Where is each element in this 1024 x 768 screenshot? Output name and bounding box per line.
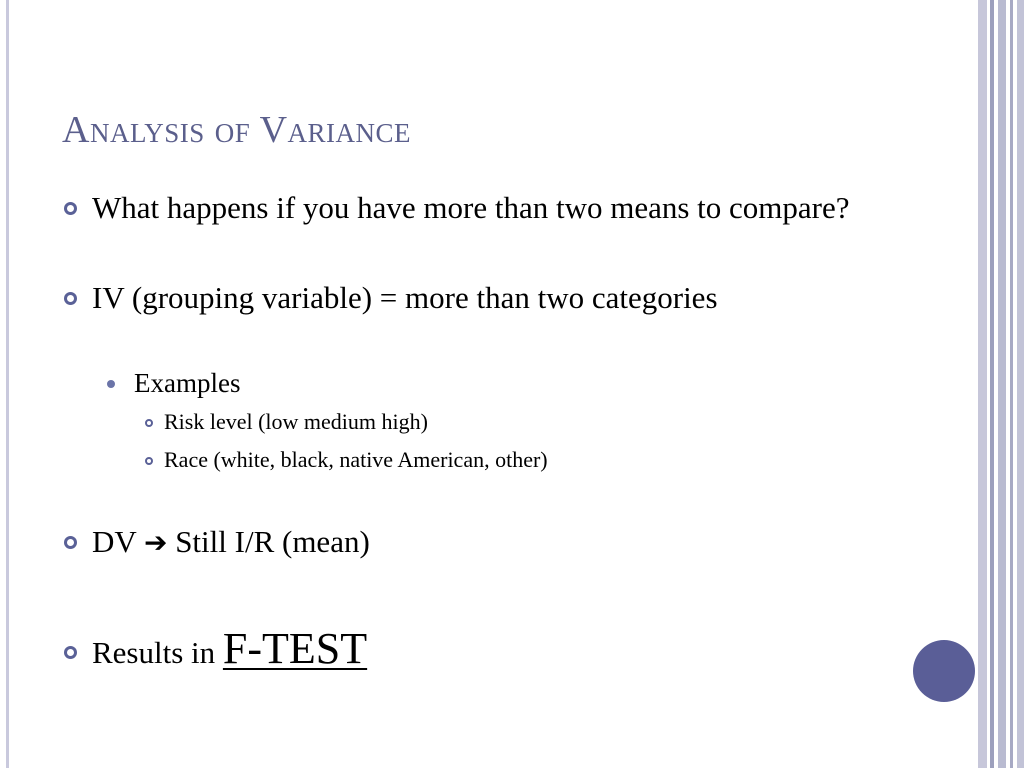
sub-sub-bullet-item bbox=[145, 408, 745, 436]
bullet-item bbox=[64, 188, 864, 228]
ring-bullet-icon bbox=[145, 457, 153, 465]
bullet-item bbox=[64, 278, 764, 318]
bullet-text: What happens if you have more than two means to compare? bbox=[92, 190, 850, 225]
sub-sub-bullet-item bbox=[145, 446, 765, 474]
ring-bullet-icon bbox=[64, 202, 77, 215]
right-stripe bbox=[1017, 0, 1024, 768]
left-border-rule bbox=[6, 0, 9, 768]
right-stripe bbox=[998, 0, 1006, 768]
bullet-text bbox=[92, 622, 664, 680]
bullet-text: Examples bbox=[134, 368, 241, 398]
arrow-right-icon: ➔ bbox=[143, 526, 168, 559]
ring-bullet-icon bbox=[64, 292, 77, 305]
ring-bullet-icon bbox=[64, 646, 77, 659]
ring-bullet-icon bbox=[145, 419, 153, 427]
right-stripe bbox=[978, 0, 987, 768]
dv-label: DV bbox=[92, 524, 137, 559]
dot-bullet-icon bbox=[107, 380, 115, 388]
bullet-item bbox=[64, 522, 664, 563]
decorative-circle bbox=[913, 640, 975, 702]
bullet-text: IV (grouping variable) = more than two categories bbox=[92, 280, 718, 315]
ring-bullet-icon bbox=[64, 536, 77, 549]
f-test-emphasis: F-TEST bbox=[222, 624, 368, 673]
slide-title: Analysis of Variance bbox=[62, 109, 412, 151]
dv-description: Still I/R (mean) bbox=[175, 524, 370, 559]
bullet-text bbox=[92, 522, 664, 563]
bullet-text: Race (white, black, native American, other) bbox=[164, 447, 548, 472]
sub-bullet-item bbox=[107, 366, 707, 400]
bullet-item bbox=[64, 622, 664, 680]
bullet-text: Risk level (low medium high) bbox=[164, 409, 428, 434]
results-label: Results in bbox=[92, 635, 216, 670]
